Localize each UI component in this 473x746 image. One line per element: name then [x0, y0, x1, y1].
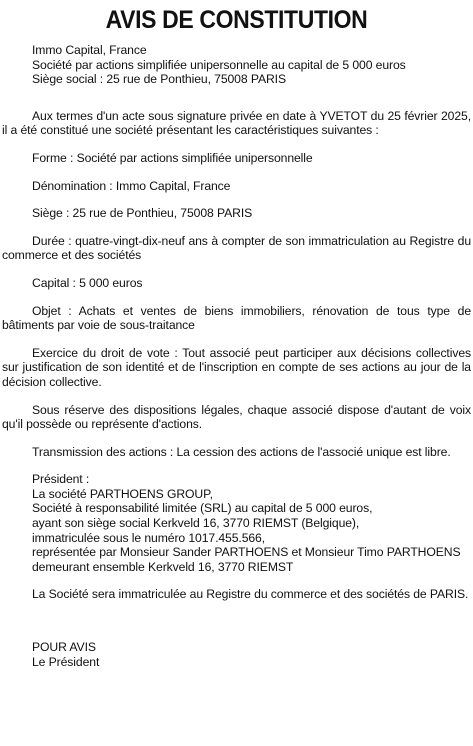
forme-paragraph: Forme : Société par actions simplifiée unipersonnelle: [32, 150, 313, 165]
company-name: Immo Capital, France: [32, 43, 147, 57]
president-representatives: représentée par Monsieur Sander PARTHOENS et Monsieur Timo PARTHOENS: [32, 545, 461, 560]
president-company: La société PARTHOENS GROUP,: [32, 486, 213, 501]
president-company-seat: ayant son siège social Kerkveld 16, 3770 RIEMST (Belgique),: [32, 516, 360, 531]
transmission-paragraph: Transmission des actions : La cession des actions de l'associé unique est libre.: [32, 444, 451, 459]
signature-pour-avis: POUR AVIS: [32, 640, 96, 655]
president-registration: immatriculée sous le numéro 1017.455.566,: [32, 530, 266, 545]
notice-body: [2, 43, 471, 669]
president-block: [2, 472, 471, 574]
reserve-paragraph: Sous réserve des dispositions légales, chaque associé dispose d'autant de voix qu'il possède ou représente d'actions.: [2, 402, 471, 432]
capital-paragraph: Capital : 5 000 euros: [32, 275, 143, 290]
president-company-form: Société à responsabilité limitée (SRL) au capital de 5 000 euros,: [32, 501, 373, 516]
immatriculation-paragraph: La Société sera immatriculée au Registre du commerce et des sociétés de PARIS.: [32, 587, 469, 602]
duree-paragraph: Durée : quatre-vingt-dix-neuf ans à compter de son immatriculation au Registre du commerce et des sociétés: [2, 233, 471, 263]
company-seat: Siège social : 25 rue de Ponthieu, 75008 PARIS: [32, 72, 286, 87]
intro-paragraph: Aux termes d'un acte sous signature privée en date à YVETOT du 25 février 2025, il a été constitué une société présentant les caractéristiques suivantes :: [2, 108, 471, 138]
denomination-paragraph: Dénomination : Immo Capital, France: [32, 178, 231, 193]
president-representatives-address: demeurant ensemble Kerkveld 16, 3770 RIEMST: [32, 559, 294, 574]
signature-president: Le Président: [32, 654, 100, 669]
notice-title: AVIS DE CONSTITUTION: [105, 6, 368, 34]
company-form-capital: Société par actions simplifiée unipersonnelle au capital de 5 000 euros: [32, 57, 406, 72]
objet-paragraph: Objet : Achats et ventes de biens immobiliers, rénovation de tous type de bâtiments par voie de sous-traitance: [2, 303, 471, 333]
vote-paragraph: Exercice du droit de vote : Tout associé peut participer aux décisions collectives sur justification de son identité et de l'inscription en compte de ses actions au jour de la décision collective.: [2, 345, 471, 389]
company-header: [2, 43, 471, 87]
president-heading: Président :: [32, 472, 90, 487]
signature-block: [2, 640, 471, 669]
siege-paragraph: Siège : 25 rue de Ponthieu, 75008 PARIS: [32, 206, 253, 221]
